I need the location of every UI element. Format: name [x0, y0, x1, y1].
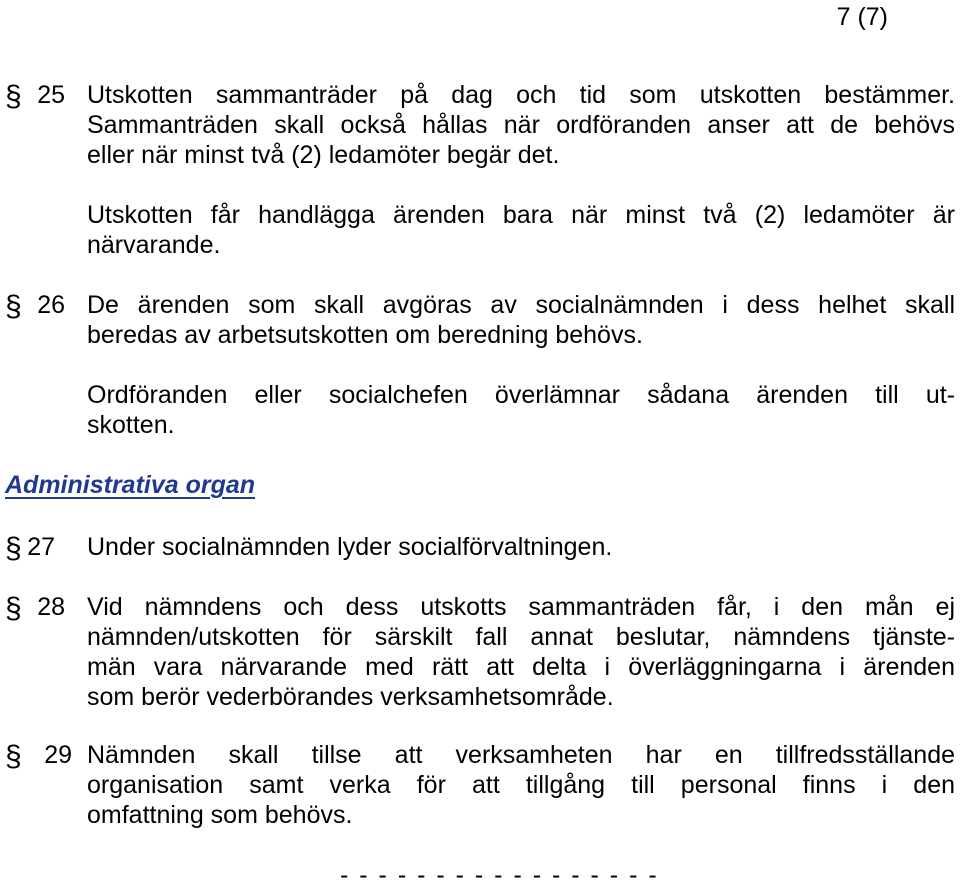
text-line: skotten. — [87, 411, 175, 439]
section-number: 27 — [27, 533, 55, 561]
paragraph-sign: § — [5, 80, 22, 113]
section-text — [87, 592, 955, 712]
section-text — [87, 532, 955, 562]
text-line: De ärenden som skall avgöras av socialnämnden i dess helhet skall — [87, 291, 955, 319]
text-line: nämnden/utskotten för särskilt fall annat beslutar, nämndens tjänste- — [87, 623, 955, 651]
text-line: eller när minst två (2) ledamöter begär det. — [87, 141, 560, 169]
end-marker: - - - - - - - - - - - - - - - - - — [340, 861, 659, 889]
page-number: 7 (7) — [836, 3, 888, 31]
paragraph-sign: § — [5, 740, 22, 773]
section-number: 26 — [37, 291, 65, 319]
text-line: Utskotten får handlägga ärenden bara när minst två (2) ledamöter är — [87, 201, 955, 229]
section-text — [87, 80, 955, 260]
text-line: Ordföranden eller socialchefen överlämnar sådana ärenden till ut- — [87, 381, 955, 409]
text-line: beredas av arbetsutskotten om beredning behövs. — [87, 321, 643, 349]
section-text — [87, 290, 955, 440]
section-number: 29 — [44, 741, 72, 769]
text-line: Nämnden skall tillse att verksamheten har en tillfredsställande — [87, 741, 955, 769]
text-line: män vara närvarande med rätt att delta i överläggningarna i ärenden — [87, 653, 955, 681]
section-heading: Administrativa organ — [5, 471, 256, 499]
paragraph-sign: § — [5, 290, 22, 323]
text-line: närvarande. — [87, 231, 221, 259]
text-line: Under socialnämnden lyder socialförvaltningen. — [87, 533, 613, 561]
section-number: 25 — [37, 81, 65, 109]
section-number: 28 — [37, 593, 65, 621]
paragraph-sign: § — [5, 532, 22, 565]
text-line: som berör vederbörandes verksamhetsområde. — [87, 683, 614, 711]
text-line: omfattning som behövs. — [87, 801, 353, 829]
text-line: Vid nämndens och dess utskotts sammanträden får, i den mån ej — [87, 593, 955, 621]
text-line: Sammanträden skall också hållas när ordföranden anser att de behövs — [87, 111, 955, 139]
paragraph-sign: § — [5, 592, 22, 625]
text-line: organisation samt verka för att tillgång till personal finns i den — [87, 771, 955, 799]
section-text — [87, 740, 955, 830]
text-line: Utskotten sammanträder på dag och tid som utskotten bestämmer. — [87, 81, 955, 109]
